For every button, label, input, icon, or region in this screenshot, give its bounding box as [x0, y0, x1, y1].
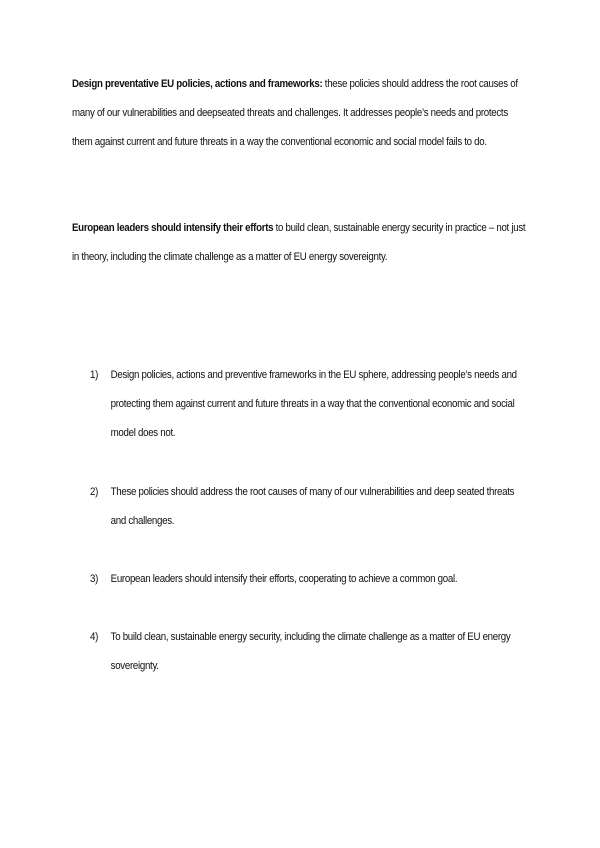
list-number: 3) — [90, 573, 99, 585]
list-item — [90, 623, 537, 681]
paragraph-bold-lead: Design preventative EU policies, actions and frameworks: — [72, 78, 323, 90]
paragraph-european-leaders — [72, 214, 528, 272]
paragraph-preventative-policies — [72, 70, 528, 157]
list-text: European leaders should intensify their efforts, cooperating to achieve a common goal. — [110, 573, 458, 585]
list-text: To build clean, sustainable energy security, including the climate challenge as a matter of EU energy sovereignty. — [110, 631, 511, 672]
paragraph-body: these policies should address the root causes of many of our vulnerabilities and deepseated threats and challenges. It addresses people’s needs and protects them against current and future threats in a way the conventional economic and social model fails to do. — [72, 78, 518, 148]
list-item — [90, 361, 537, 448]
list-item — [90, 478, 537, 536]
list-text: These policies should address the root causes of many of our vulnerabilities and deep seated threats and challenges. — [110, 486, 515, 527]
list-number: 4) — [90, 631, 99, 643]
list-item — [90, 565, 537, 594]
list-text: Design policies, actions and preventive frameworks in the EU sphere, addressing people’s needs and protecting them against current and future threats in a way that the conventional economic and social model does not. — [110, 369, 517, 439]
paragraph-bold-lead: European leaders should intensify their efforts — [72, 222, 274, 234]
list-number: 2) — [90, 486, 99, 498]
list-number: 1) — [90, 369, 99, 381]
paragraph-body: to build clean, sustainable energy security in practice – not just in theory, including the climate challenge as a matter of EU energy sovereignty. — [72, 222, 526, 263]
